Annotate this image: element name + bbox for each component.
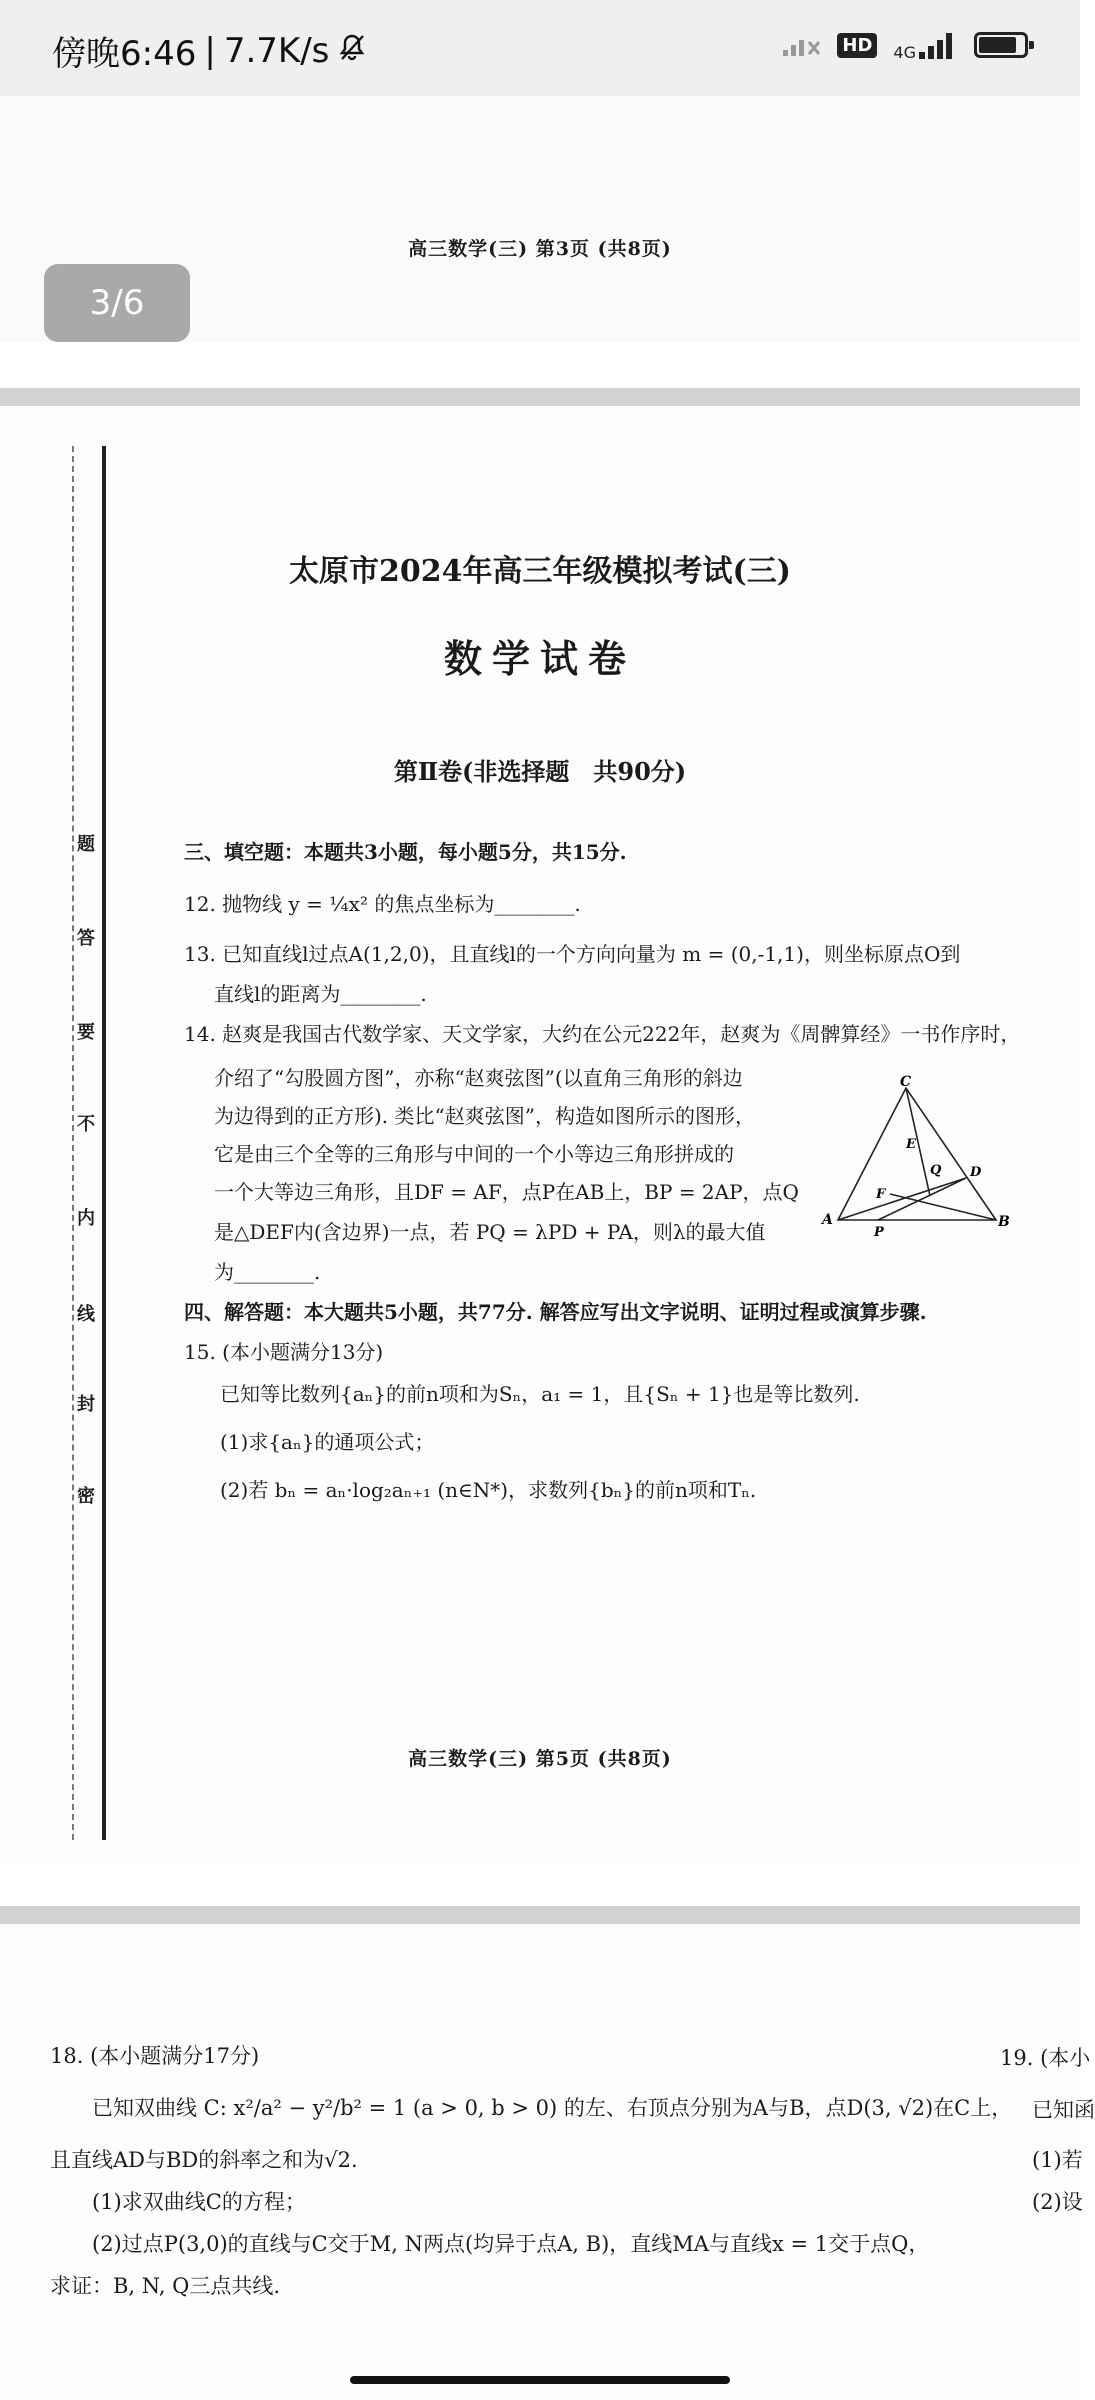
question-12: 12. 抛物线 y = ¼x² 的焦点坐标为________. <box>184 892 581 916</box>
question-14-cont: 为________. <box>214 1260 321 1284</box>
section-heading-solve: 四、解答题：本大题共5小题，共77分. 解答应写出文字说明、证明过程或演算步骤. <box>184 1300 927 1324</box>
exam-title: 太原市2024年高三年级模拟考试(三) <box>289 554 791 589</box>
question-15-body: 已知等比数列{aₙ}的前n项和为Sₙ，a₁ = 1，且{Sₙ + 1}也是等比数列. <box>220 1382 860 1406</box>
status-left <box>52 26 367 75</box>
binding-char: 题 <box>77 834 95 855</box>
label-e: E <box>906 1137 916 1152</box>
battery-icon <box>974 32 1028 58</box>
question-18-body-cont: 且直线AD与BD的斜率之和为√2. <box>50 2148 358 2172</box>
question-19-heading: 19. (本小 <box>1000 2046 1091 2070</box>
question-15-part-1: (1)求{aₙ}的通项公式； <box>220 1430 435 1454</box>
page-separator <box>0 388 1080 406</box>
page-5-footer: 高三数学(三) 第5页 (共8页) <box>408 1748 672 1770</box>
network-type: 4G <box>893 43 916 62</box>
hd-badge: HD <box>837 33 877 58</box>
question-19-body: 已知函 <box>1032 2098 1095 2122</box>
wifi-signal-icon <box>781 28 821 62</box>
label-p: P <box>874 1225 884 1240</box>
question-15-heading: 15. (本小题满分13分) <box>184 1340 384 1364</box>
page-indicator: 3/6 <box>44 264 190 342</box>
question-14-cont: 为边得到的正方形). 类比“赵爽弦图”，构造如图所示的图形， <box>214 1104 755 1128</box>
binding-char: 线 <box>77 1304 95 1325</box>
label-a: A <box>822 1212 833 1228</box>
binding-char: 要 <box>77 1022 95 1043</box>
question-15-part-2: (2)若 bₙ = aₙ·log₂aₙ₊₁ (n∈N*)，求数列{bₙ}的前n项和Tₙ. <box>220 1478 757 1502</box>
triangle-diagram <box>820 1074 1010 1240</box>
question-14-cont: 是△DEF内(含边界)一点，若 PQ = λPD + PA，则λ的最大值 <box>214 1220 766 1244</box>
status-bar <box>0 0 1080 96</box>
question-18-body: 已知双曲线 C: x²/a² − y²/b² = 1 (a > 0, b > 0) 的左、右顶点分别为A与B，点D(3, √2)在C上， <box>92 2096 1013 2120</box>
question-13: 13. 已知直线l过点A(1,2,0)，且直线l的一个方向向量为 m = (0,-1,1)，则坐标原点O到 <box>184 942 961 966</box>
binding-char: 不 <box>77 1114 95 1135</box>
question-18-part-2-cont: 求证：B, N, Q三点共线. <box>50 2274 281 2298</box>
question-18-part-1: (1)求双曲线C的方程； <box>92 2190 306 2214</box>
question-14-cont: 一个大等边三角形，且DF = AF，点P在AB上，BP = 2AP，点Q <box>214 1180 799 1204</box>
notification-muted-icon <box>337 31 367 71</box>
binding-char: 答 <box>77 928 95 949</box>
status-divider: | <box>204 30 216 71</box>
battery-level <box>979 37 1016 53</box>
exam-subtitle: 数学试卷 <box>443 636 636 681</box>
page-3-footer: 高三数学(三) 第3页 (共8页) <box>408 238 672 260</box>
question-18-part-2: (2)过点P(3,0)的直线与C交于M, N两点(均异于点A, B)，直线MA与直线x = 1交于点Q， <box>92 2232 930 2256</box>
label-q: Q <box>930 1163 942 1178</box>
status-right <box>781 28 1028 62</box>
section-heading-fill-blank: 三、填空题：本题共3小题，每小题5分，共15分. <box>184 840 627 864</box>
status-net-speed: 7.7K/s <box>223 30 330 71</box>
label-f: F <box>876 1187 886 1202</box>
question-19-part-1: (1)若 <box>1032 2148 1083 2172</box>
cell-signal-icon <box>893 30 958 60</box>
label-d: D <box>970 1165 982 1180</box>
label-b: B <box>998 1214 1010 1230</box>
question-14: 14. 赵爽是我国古代数学家、天文学家，大约在公元222年，赵爽为《周髀算经》一书作序时， <box>184 1022 1021 1046</box>
question-14-cont: 它是由三个全等的三角形与中间的一个小等边三角形拼成的 <box>214 1142 734 1166</box>
question-18-heading: 18. (本小题满分17分) <box>50 2044 260 2068</box>
binding-char: 内 <box>77 1208 95 1229</box>
question-13-cont: 直线l的距离为________. <box>214 982 427 1006</box>
exam-section-heading: 第Ⅱ卷(非选择题 共90分) <box>393 757 687 786</box>
status-time: 傍晚6:46 <box>52 34 197 74</box>
home-indicator[interactable] <box>350 2376 730 2384</box>
question-14-cont: 介绍了“勾股圆方图”，亦称“赵爽弦图”(以直角三角形的斜边 <box>214 1066 743 1090</box>
binding-char: 密 <box>77 1486 95 1507</box>
page-separator <box>0 1906 1080 1924</box>
label-c: C <box>900 1074 912 1090</box>
question-19-part-2: (2)设 <box>1032 2190 1083 2214</box>
binding-char: 封 <box>77 1394 95 1415</box>
